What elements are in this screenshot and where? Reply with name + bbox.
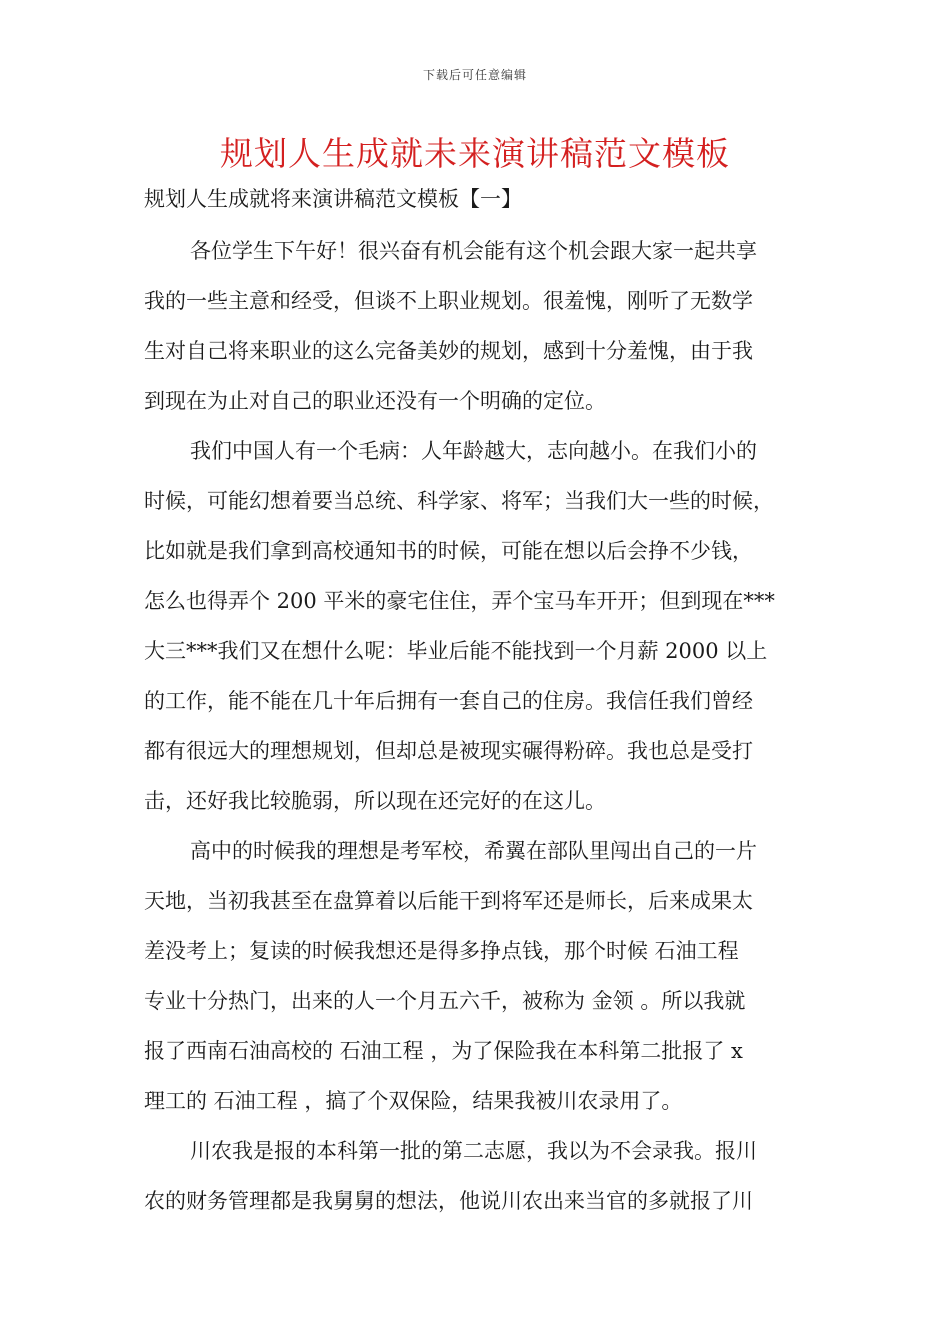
paragraph bbox=[144, 426, 812, 826]
document-body bbox=[144, 226, 812, 1226]
paragraph bbox=[144, 826, 812, 1126]
text-line: 击，还好我比较脆弱，所以现在还完好的在这儿。 bbox=[144, 789, 606, 813]
text-line: 专业十分热门，出来的人一个月五六千，被称为 金领 。所以我就 bbox=[144, 989, 746, 1013]
paragraph bbox=[144, 1126, 812, 1226]
text-line: 各位学生下午好！很兴奋有机会能有这个机会跟大家一起共享 bbox=[190, 239, 757, 263]
document-title: 规划人生成就未来演讲稿范文模板 bbox=[220, 134, 730, 173]
text-line: 的工作，能不能在几十年后拥有一套自己的住房。我信任我们曾经 bbox=[144, 689, 753, 713]
text-line: 生对自己将来职业的这么完备美妙的规划，感到十分羞愧，由于我 bbox=[144, 339, 753, 363]
paragraph bbox=[144, 226, 812, 426]
text-line: 天地，当初我甚至在盘算着以后能干到将军还是师长，后来成果太 bbox=[144, 889, 753, 913]
text-line: 理工的 石油工程 ，搞了个双保险，结果我被川农录用了。 bbox=[144, 1089, 683, 1113]
text-line: 怎么也得弄个 200 平米的豪宅住住，弄个宝马车开开；但到现在*** bbox=[144, 589, 775, 613]
text-line: 我们中国人有一个毛病：人年龄越大，志向越小。在我们小的 bbox=[190, 439, 757, 463]
text-line: 川农我是报的本科第一批的第二志愿，我以为不会录我。报川 bbox=[190, 1139, 757, 1163]
text-line: 时候，可能幻想着要当总统、科学家、将军；当我们大一些的时候， bbox=[144, 489, 774, 513]
text-line: 到现在为止对自己的职业还没有一个明确的定位。 bbox=[144, 389, 606, 413]
page-header-note: 下载后可任意编辑 bbox=[422, 68, 527, 82]
text-line: 都有很远大的理想规划，但却总是被现实碾得粉碎。我也总是受打 bbox=[144, 739, 753, 763]
document-subtitle: 规划人生成就将来演讲稿范文模板【一】 bbox=[144, 187, 522, 211]
text-line: 报了西南石油高校的 石油工程 ，为了保险我在本科第二批报了 x bbox=[144, 1039, 743, 1063]
text-line: 高中的时候我的理想是考军校，希翼在部队里闯出自己的一片 bbox=[190, 839, 757, 863]
text-line: 农的财务管理都是我舅舅的想法，他说川农出来当官的多就报了川 bbox=[144, 1189, 753, 1213]
text-line: 差没考上；复读的时候我想还是得多挣点钱，那个时候 石油工程 bbox=[144, 939, 739, 963]
text-line: 大三***我们又在想什么呢：毕业后能不能找到一个月薪 2000 以上 bbox=[144, 639, 768, 663]
text-line: 比如就是我们拿到高校通知书的时候，可能在想以后会挣不少钱， bbox=[144, 539, 753, 563]
text-line: 我的一些主意和经受，但谈不上职业规划。很羞愧，刚听了无数学 bbox=[144, 289, 753, 313]
